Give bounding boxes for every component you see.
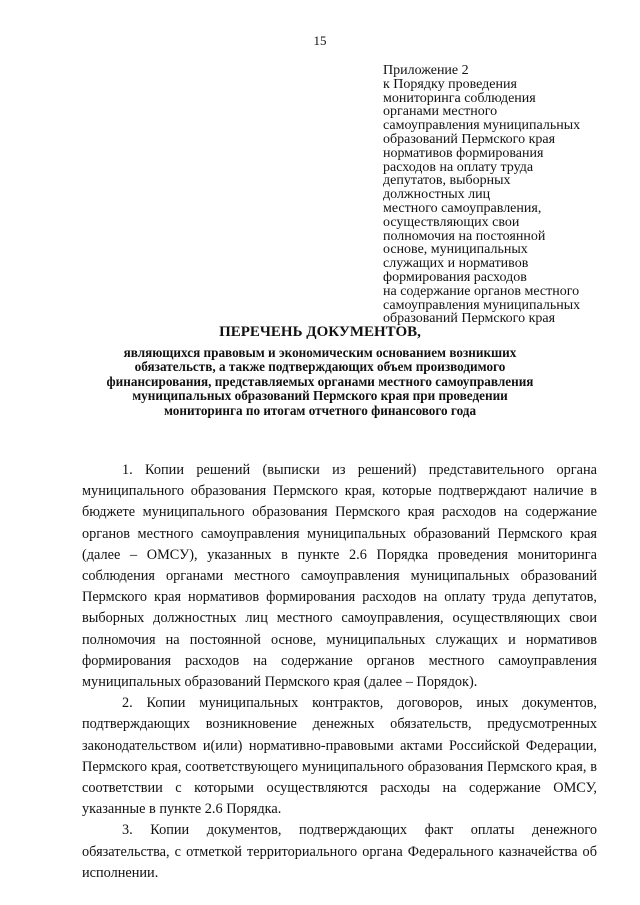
appendix-line: местного самоуправления, [383, 200, 542, 216]
subtitle-line: являющихся правовым и экономическим основанием возникших [123, 345, 517, 360]
appendix-line: мониторинга соблюдения [383, 90, 536, 106]
document-title: ПЕРЕЧЕНЬ ДОКУМЕНТОВ, [219, 324, 421, 340]
appendix-line: органами местного [383, 104, 498, 120]
appendix-line: депутатов, выборных [383, 173, 511, 189]
paragraph-1: 1. Копии решений (выписки из решений) представительного органа муниципального образования Пермского края, которые подтверждают наличие в бюджете муниципального образования Пермского края расходов на содержание органов местного самоуправления муниципальных образований Пермского края (далее – ОМСУ), указанных в пункте 2.6 Порядка проведения мониторинга соблюдения органами местного самоуправления муниципальных образований Пермского края нормативов формирования расходов на оплату труда депутатов, выборных должностных лиц местного самоуправления, осуществляющих свои полномочия на постоянной основе, муниципальных служащих и нормативов формирования расходов на содержание органов местного самоуправления муниципальных образований Пермского края (далее – Порядок). [82, 462, 597, 691]
appendix-line: самоуправления муниципальных [383, 297, 581, 313]
appendix-line: должностных лиц [383, 187, 491, 203]
page-number: 15 [313, 33, 327, 48]
appendix-line: образований Пермского края [383, 131, 556, 147]
appendix-line: осуществляющих свои [383, 214, 520, 230]
appendix-line: служащих и нормативов [383, 256, 529, 272]
paragraph-3: 3. Копии документов, подтверждающих факт оплаты денежного обязательства, с отметкой территориального органа Федерального казначейства об исполнении. [82, 822, 597, 881]
subtitle-line: муниципальных образований Пермского края при проведении [132, 388, 508, 404]
appendix-line: нормативов формирования [383, 145, 544, 161]
appendix-line: самоуправления муниципальных [383, 118, 581, 134]
document-subtitle [60, 346, 580, 418]
document-body [82, 460, 597, 884]
appendix-line: основе, муниципальных [383, 242, 528, 258]
appendix-line: формирования расходов [383, 269, 527, 285]
subtitle-line: финансирования, представляемых органами местного самоуправления [106, 373, 534, 389]
appendix-block [383, 64, 615, 326]
appendix-line: полномочия на постоянной [383, 228, 546, 244]
subtitle-line: мониторинга по итогам отчетного финансового года [163, 402, 477, 418]
subtitle-line: обязательств, а также подтверждающих объем производимого [134, 359, 506, 375]
appendix-line: расходов на оплату труда [383, 159, 534, 175]
appendix-line: к Порядку проведения [383, 76, 517, 92]
appendix-line: Приложение 2 [383, 63, 469, 78]
appendix-line: на содержание органов местного [383, 283, 580, 299]
appendix-line: образований Пермского края [383, 311, 556, 327]
paragraph-2: 2. Копии муниципальных контрактов, договоров, иных документов, подтверждающих возникновение денежных обязательств, предусмотренных законодательством и(или) нормативно-правовыми актами Российской Федерации, Пермского края, соответствующего муниципального образования Пермского края, в соответствии с которыми осуществляются расходы на содержание ОМСУ, указанные в пункте 2.6 Порядка. [82, 695, 597, 818]
